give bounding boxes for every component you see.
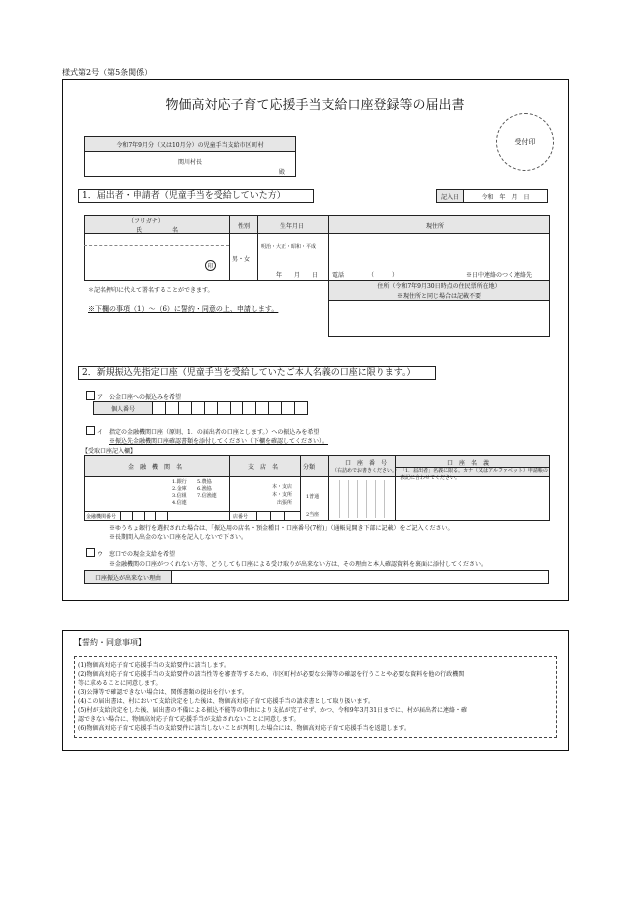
section2-heading: 2．新規振込先指定口座（児童手当を受給していたご本人名義の口座に限ります。） [78, 366, 436, 380]
pledge-item: (1)物価高対応子育て応援手当の支給要件に該当します。 [78, 662, 231, 669]
account-number-cells[interactable] [331, 480, 393, 518]
form-id: 様式第2号（第5条関係） [62, 68, 153, 77]
bank-code-cells[interactable] [120, 511, 168, 521]
option-i[interactable]: イ 指定の金融機関口座（原則、1．の届出者の口座とします。）への振込みを希望 [86, 426, 319, 436]
divider [328, 455, 329, 521]
pledge-list [74, 656, 557, 738]
divider [328, 215, 329, 281]
mynumber-label: 個人番号 [93, 401, 153, 415]
dob-units: 年 月 日 [276, 272, 319, 279]
pledge-item: (6)物価高対応子育て応援手当の支給要件に該当しないことが判明した場合には、物価高対応子育て応援手当を返還します。 [78, 725, 411, 732]
branch-types[interactable]: 本・支店 本・支所 出張所 [272, 484, 293, 506]
pledge-note: ※下欄の事項（1）～（6）に誓約・同意の上、申請します。 [88, 305, 279, 313]
account-header: 口 座 番 号 [345, 460, 388, 467]
address-header: 現住所 [426, 223, 445, 230]
holder-note: 「1．届出者」名義に限る。カナ（又はアルファベット）申請帳の表記に合わせてください。 [400, 468, 548, 481]
pledge-item: 等に求めることに同意します。 [78, 680, 162, 687]
phone-field[interactable]: （ ） [368, 272, 399, 279]
pledge-item: (5)村が支給決定をした後、届出書の不備による振込不能等の事由により支払が完了せず、かつ、令和9年3月31日までに、村が届出者に連絡・確 [78, 707, 468, 714]
type-header: 分類 [303, 464, 316, 471]
phone-label: 電話 [332, 272, 345, 279]
branch-code-label: 店番号 [233, 514, 249, 520]
form-title: 物価高対応子育て応援手当支給口座登録等の届出書 [165, 98, 465, 113]
receipt-account-title: 【受取口座記入欄】 [82, 448, 137, 455]
branch-header: 支 店 名 [248, 464, 279, 471]
name-kana-header: （フリガナ） [128, 218, 164, 225]
addressee-mayor: 関川村長 [178, 159, 203, 166]
pledge-heading: 【誓約・同意事項】 [74, 638, 146, 647]
option-u-note: ※金融機関の口座がつくれない方等、どうしても口座による受け取りが出来ない方は、その理由と本人確認資料を裏面に添付してください。 [109, 561, 488, 568]
phone-note: ※日中連絡のつく連絡先 [466, 272, 533, 279]
prev-address-label: 住所（令和7年9月30日時点の住民票所在地） [377, 283, 501, 290]
holder-header: 口 座 名 義 [447, 460, 490, 467]
bank-code-label: 金融機関番号 [86, 514, 117, 520]
divider [395, 455, 396, 521]
sex-options[interactable]: 男・女 [232, 256, 251, 263]
branch-code-cells[interactable] [256, 511, 300, 521]
dob-header: 生年月日 [280, 223, 305, 230]
yucho-note: ※ゆうちょ銀行を選択された場合は、「振込用の店名・預金種目・口座番号(7桁)」（通帳見開き下部に記載）をご記入ください。 [109, 525, 454, 532]
pledge-item: (3)公簿等で確認できない場合は、関係書類の提出を行います。 [78, 689, 249, 696]
account-types[interactable]: 1普通 2当座 [306, 494, 320, 518]
bank-header: 金 融 機 関 名 [128, 464, 183, 471]
prev-address-note: ※現住所と同じ場合は記載不要 [396, 293, 481, 300]
longterm-note: ※長期間入出金のない口座を記入しないで下さい。 [109, 534, 248, 541]
divider [229, 215, 230, 281]
entry-date-label: 記入日 [436, 189, 464, 203]
checkbox[interactable] [86, 426, 95, 435]
pledge-item: 認できない場合に、物価高対応子育て応援手当が支給されないことに同意します。 [78, 716, 300, 723]
mynumber-cells[interactable] [152, 401, 308, 415]
divider [300, 455, 301, 521]
checkbox[interactable] [86, 548, 95, 557]
no-transfer-reason-label: 口座振込が出来ない理由 [84, 570, 172, 584]
bank-types-1[interactable]: 1.銀行 2.金庫 3.信組 4.信連 [172, 479, 187, 506]
no-transfer-reason-field[interactable] [171, 570, 549, 584]
addressee-honorific: 殿 [279, 169, 286, 176]
divider [257, 215, 258, 281]
option-u[interactable]: ウ 窓口での現金支給を希望 [86, 548, 175, 558]
addressee-period: 令和7年9月分（又は10月分）の児童手当支給市区町村 [84, 136, 296, 152]
seal-mark: 印 [205, 260, 216, 271]
pledge-item: (2)物価高対応子育て応援手当の支給要件の該当性等を審査等するため、市区町村が必要な公簿等の確認を行うことや必要な資料を他の行政機関 [78, 671, 465, 678]
checkbox[interactable] [86, 391, 95, 400]
receipt-stamp: 受付印 [496, 113, 554, 171]
option-i-note: ※振込先金融機関口座確認書類を添付してください（下欄を確認してください）。 [109, 438, 329, 445]
name-header: 氏 名 [136, 227, 179, 234]
option-a[interactable]: ア 公金口座への振込みを希望 [86, 391, 181, 401]
bank-types-2[interactable]: 5.農協 6.漁協 7.信漁連 [197, 479, 217, 499]
account-subheader: （右詰めでお書きください。） [332, 468, 400, 474]
pledge-item: (4)この届出書は、村において支給決定をした後は、物価高対応子育て応援手当の請求書として取り扱います。 [78, 698, 375, 705]
section1-heading: 1．届出者・申請者（児童手当を受給していた方） [78, 189, 314, 203]
prev-address-field[interactable] [328, 300, 550, 337]
sex-header: 性別 [238, 223, 251, 230]
signature-note: ＊記名押印に代えて署名することができます。 [88, 287, 214, 294]
entry-date-field[interactable]: 令和 年 月 日 [463, 189, 548, 203]
kana-divider [84, 245, 229, 246]
era-options[interactable]: 明治・大正・昭和・平成 [261, 244, 317, 250]
